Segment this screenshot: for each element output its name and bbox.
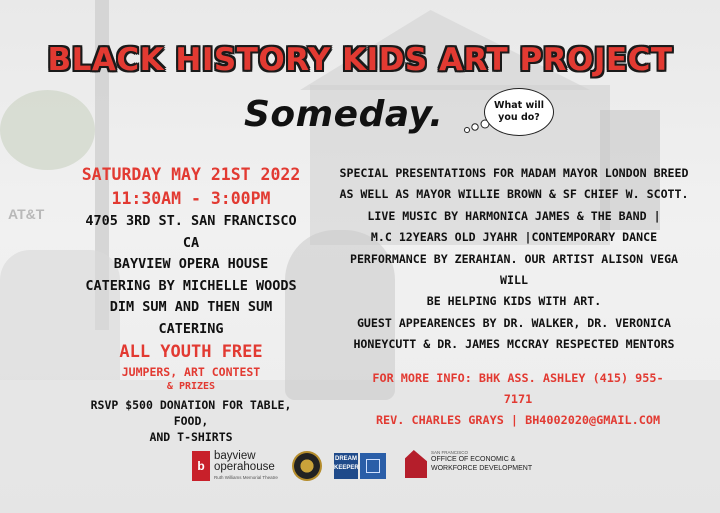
contact-line-2: REV. CHARLES GRAYS | BH4002020@GMAIL.COM: [375, 413, 661, 427]
oewd-sf-label: SAN FRANCISCO: [431, 450, 469, 455]
oewd-name: OFFICE OF ECONOMIC & WORKFORCE DEVELOPMENT: [431, 456, 533, 472]
program-line: HONEYCUTT & DR. JAMES MCCRAY RESPECTED MENTORS: [353, 337, 675, 352]
program-line: M.C 12YEARS OLD JYAHR |CONTEMPORARY DANCE: [370, 230, 658, 245]
oewd-building-icon: [405, 450, 427, 478]
activities-line-1: JUMPERS, ART CONTEST: [121, 365, 261, 379]
thought-bubble: [484, 88, 554, 136]
event-time: 11:30AM - 3:00PM: [111, 189, 271, 208]
youth-free: ALL YOUTH FREE: [119, 342, 263, 362]
thought-bubble-text: What will you do?: [493, 100, 545, 123]
poster-subtitle: Someday.: [244, 94, 444, 135]
contact-line-1: FOR MORE INFO: BHK ASS. ASHLEY (415) 955-7171: [372, 371, 664, 406]
city-seal-logo: [292, 451, 322, 481]
event-details: [76, 163, 306, 445]
program-line: LIVE MUSIC BY HARMONICA JAMES & THE BAND |: [367, 208, 661, 223]
program-line: SPECIAL PRESENTATIONS FOR MADAM MAYOR LONDON BREED: [339, 166, 689, 180]
bayview-mark-icon: b: [192, 451, 210, 481]
bayview-opera-house-logo: [192, 448, 278, 484]
dream-keeper-icon: [360, 453, 386, 479]
program-line: PERFORMANCE BY ZERAHIAN. OUR ARTIST ALISON VEGA WILL: [349, 251, 679, 288]
program-details: [338, 163, 690, 356]
rsvp-line-2: AND T-SHIRTS: [149, 430, 233, 444]
sponsor-logos: [192, 442, 542, 492]
event-address: 4705 3RD ST. SAN FRANCISCO CA: [85, 213, 297, 251]
program-line: AS WELL AS MAYOR WILLIE BROWN & SF CHIEF W. SCOTT.: [339, 187, 689, 202]
oewd-logo: [405, 450, 541, 478]
catering-line-2: DIM SUM AND THEN SUM CATERING: [109, 299, 273, 337]
poster-title: BLACK HISTORY KIDS ART PROJECT: [47, 42, 673, 78]
bayview-logo-name: bayview operahouse: [214, 450, 275, 473]
dream-keeper-logo: DREAM KEEPER: [334, 453, 358, 479]
event-venue: BAYVIEW OPERA HOUSE: [113, 256, 269, 272]
catering-line-1: CATERING BY MICHELLE WOODS: [85, 277, 297, 294]
contact-info: [368, 368, 668, 431]
event-date: SATURDAY MAY 21ST 2022: [81, 165, 301, 184]
background-tree: [0, 90, 95, 170]
background-att-sign: AT&T: [8, 206, 45, 222]
bayview-logo-sub: Ruth Williams Memorial Theatre: [214, 475, 278, 480]
rsvp-line-1: RSVP $500 DONATION FOR TABLE, FOOD,: [90, 398, 292, 428]
activities-line-2: & PRIZES: [166, 381, 216, 392]
program-line: BE HELPING KIDS WITH ART.: [426, 294, 602, 309]
program-line: GUEST APPEARENCES BY DR. WALKER, DR. VERONICA: [356, 315, 672, 330]
